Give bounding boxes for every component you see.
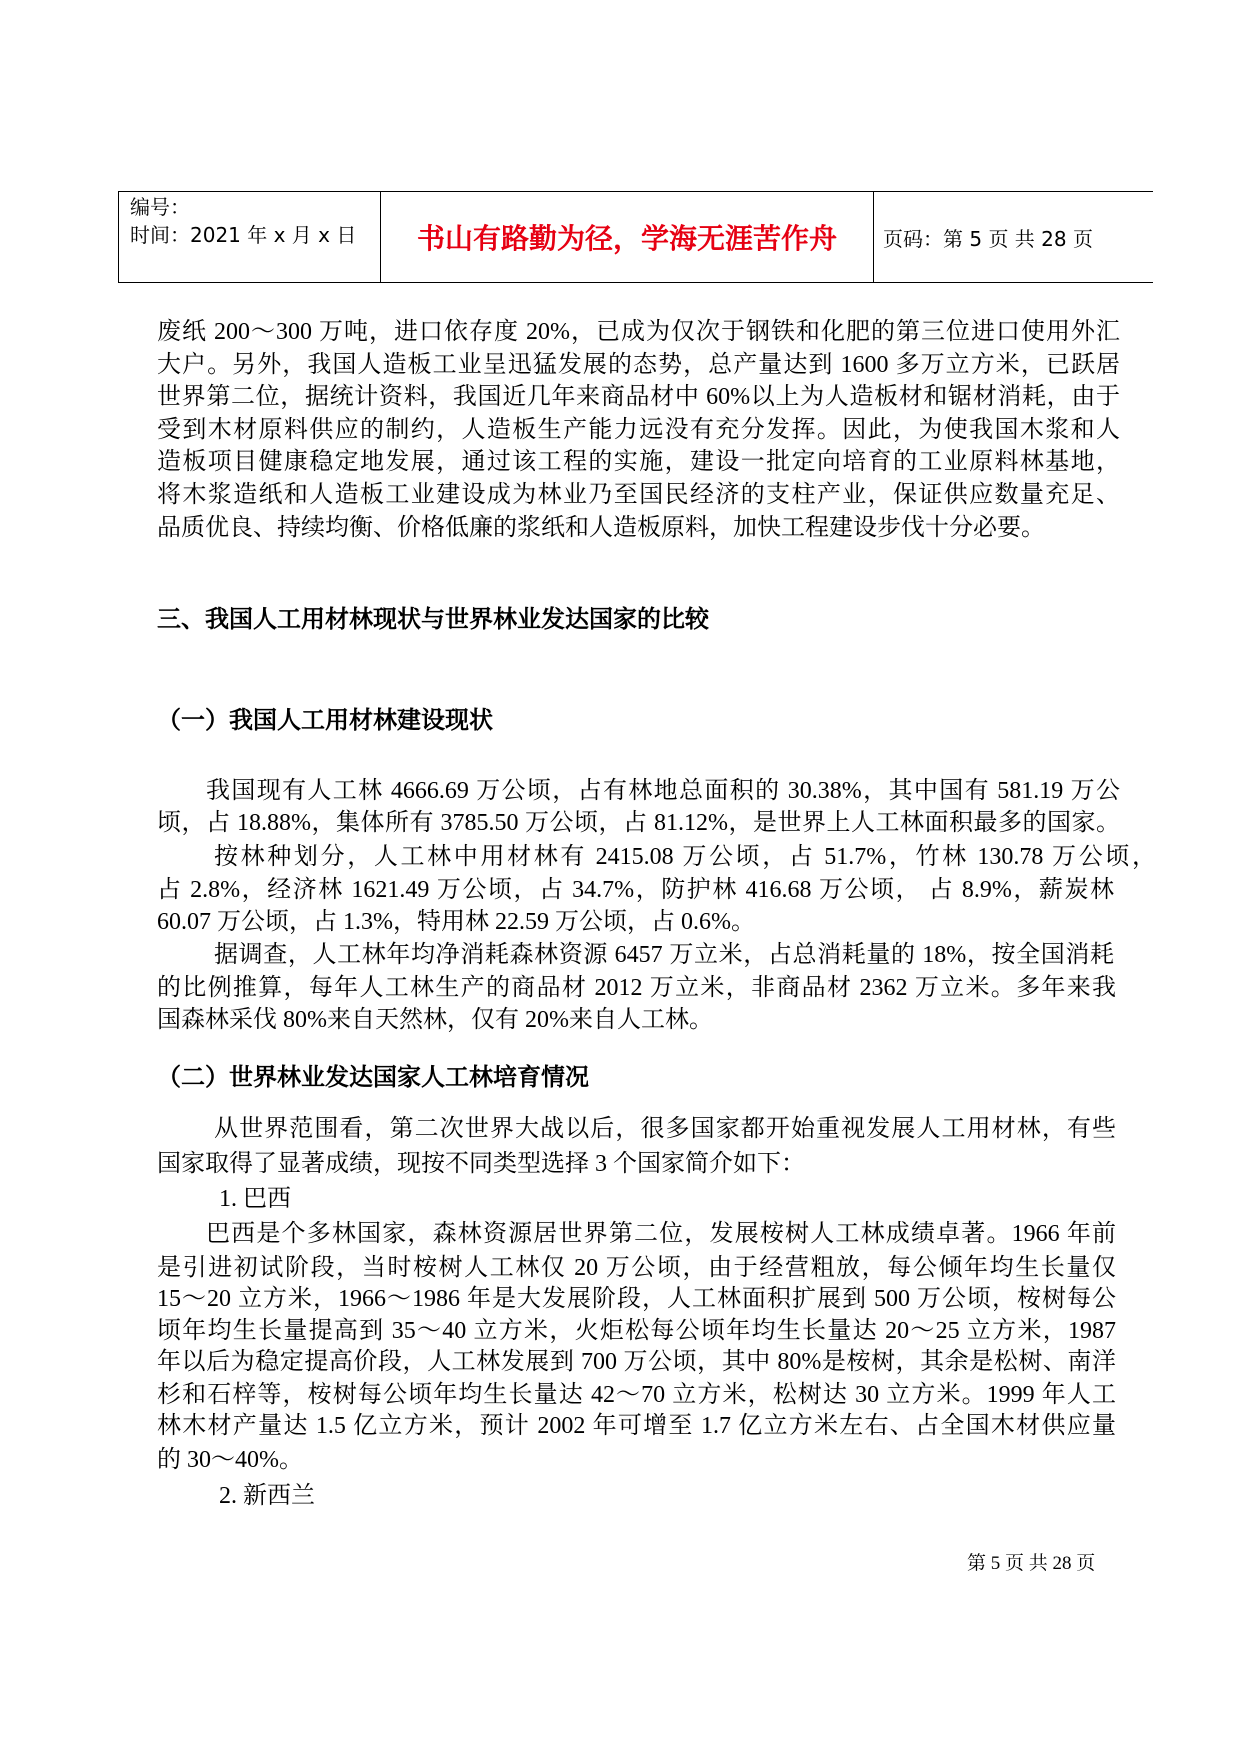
paragraph-line: 我国现有人工林 4666.69 万公顷，占有林地总面积的 30.38%，其中国有 581.19 万公	[206, 778, 1120, 804]
subsection-heading: （二）世界林业发达国家人工林培育情况	[157, 1063, 589, 1091]
paragraph-line: 的比例推算，每年人工林生产的商品材 2012 万立米，非商品材 2362 万立米。多年来我	[157, 975, 1116, 1001]
paragraph-line: 国森林采伐 80%来自天然林，仅有 20%来自人工林。	[157, 1007, 713, 1033]
paragraph-line: 受到木材原料供应的制约，人造板生产能力远没有充分发挥。因此，为使我国木浆和人	[157, 417, 1120, 443]
paragraph-line: 是引进初试阶段，当时桉树人工林仅 20 万公顷，由于经营粗放，每公倾年均生长量仅	[157, 1255, 1116, 1281]
paragraph-line: 从世界范围看，第二次世界大战以后，很多国家都开始重视发展人工用材林，有些	[214, 1116, 1116, 1142]
paragraph-line: 将木浆造纸和人造板工业建设成为林业乃至国民经济的支柱产业，保证供应数量充足、	[157, 482, 1120, 508]
header-motto-cell	[380, 192, 874, 282]
paragraph-line: 顷年均生长量提高到 35～40 立方米，火炬松每公顷年均生长量达 20～25 立方米，1987	[157, 1318, 1116, 1344]
paragraph-line: 国家取得了显著成绩，现按不同类型选择 3 个国家简介如下：	[157, 1151, 805, 1177]
paragraph-line: 顷，占 18.88%，集体所有 3785.50 万公顷，占 81.12%，是世界上人工林面积最多的国家。	[157, 810, 1120, 836]
document-date-label: 时间：2021 年 x 月 x 日	[130, 223, 357, 247]
paragraph-line: 废纸 200～300 万吨，进口依存度 20%，已成为仅次于钢铁和化肥的第三位进口使用外汇	[157, 319, 1120, 345]
paragraph-line: 15～20 立方米，1966～1986 年是大发展阶段，人工林面积扩展到 500 万公顷，桉树每公	[157, 1286, 1116, 1312]
paragraph-line: 世界第二位，据统计资料，我国近几年来商品材中 60%以上为人造板材和锯材消耗，由于	[157, 384, 1120, 410]
paragraph-line: 据调查，人工林年均净消耗森林资源 6457 万立米，占总消耗量的 18%，按全国消耗	[214, 942, 1114, 968]
list-item-heading: 2. 新西兰	[219, 1483, 315, 1509]
paragraph-line: 60.07 万公顷，占 1.3%，特用林 22.59 万公顷，占 0.6%。	[157, 909, 755, 935]
paragraph-line: 杉和石梓等，桉树每公顷年均生长量达 42～70 立方米，松树达 30 立方米。1999 年人工	[157, 1382, 1116, 1408]
paragraph-line: 按林种划分，人工林中用材林有 2415.08 万公顷，占 51.7%，竹林 130.78 万公顷，	[214, 844, 1156, 870]
paragraph-line: 品质优良、持续均衡、价格低廉的浆纸和人造板原料，加快工程建设步伐十分必要。	[157, 515, 1045, 541]
paragraph-line: 巴西是个多林国家，森林资源居世界第二位，发展桉树人工林成绩卓著。1966 年前	[206, 1221, 1116, 1247]
paragraph-line: 占 2.8%，经济林 1621.49 万公顷，占 34.7%，防护林 416.68 万公顷， 占 8.9%，薪炭林	[157, 877, 1114, 903]
header-page-label: 页码：第 5 页 共 28 页	[883, 227, 1093, 251]
section-heading: 三、我国人工用材林现状与世界林业发达国家的比较	[157, 605, 709, 633]
subsection-heading: （一）我国人工用材林建设现状	[157, 706, 493, 734]
document-number-label: 编号：	[130, 195, 190, 219]
paragraph-line: 林木材产量达 1.5 亿立方米，预计 2002 年可增至 1.7 亿立方米左右、占全国木材供应量	[157, 1413, 1116, 1439]
paragraph-line: 造板项目健康稳定地发展，通过该工程的实施，建设一批定向培育的工业原料林基地，	[157, 449, 1120, 475]
header-page-cell	[872, 192, 1153, 282]
footer-page-indicator: 第 5 页 共 28 页	[967, 1553, 1096, 1574]
motto-text: 书山有路勤为径，学海无涯苦作舟	[416, 222, 837, 255]
document-header-table	[118, 191, 1153, 283]
header-meta-cell	[118, 192, 381, 282]
paragraph-line: 年以后为稳定提高价段，人工林发展到 700 万公顷，其中 80%是桉树，其余是松树、南洋	[157, 1349, 1116, 1375]
paragraph-line: 的 30～40%。	[157, 1447, 303, 1473]
paragraph-line: 大户。另外，我国人造板工业呈迅猛发展的态势，总产量达到 1600 多万立方米，已跃居	[157, 352, 1120, 378]
list-item-heading: 1. 巴西	[219, 1186, 291, 1212]
